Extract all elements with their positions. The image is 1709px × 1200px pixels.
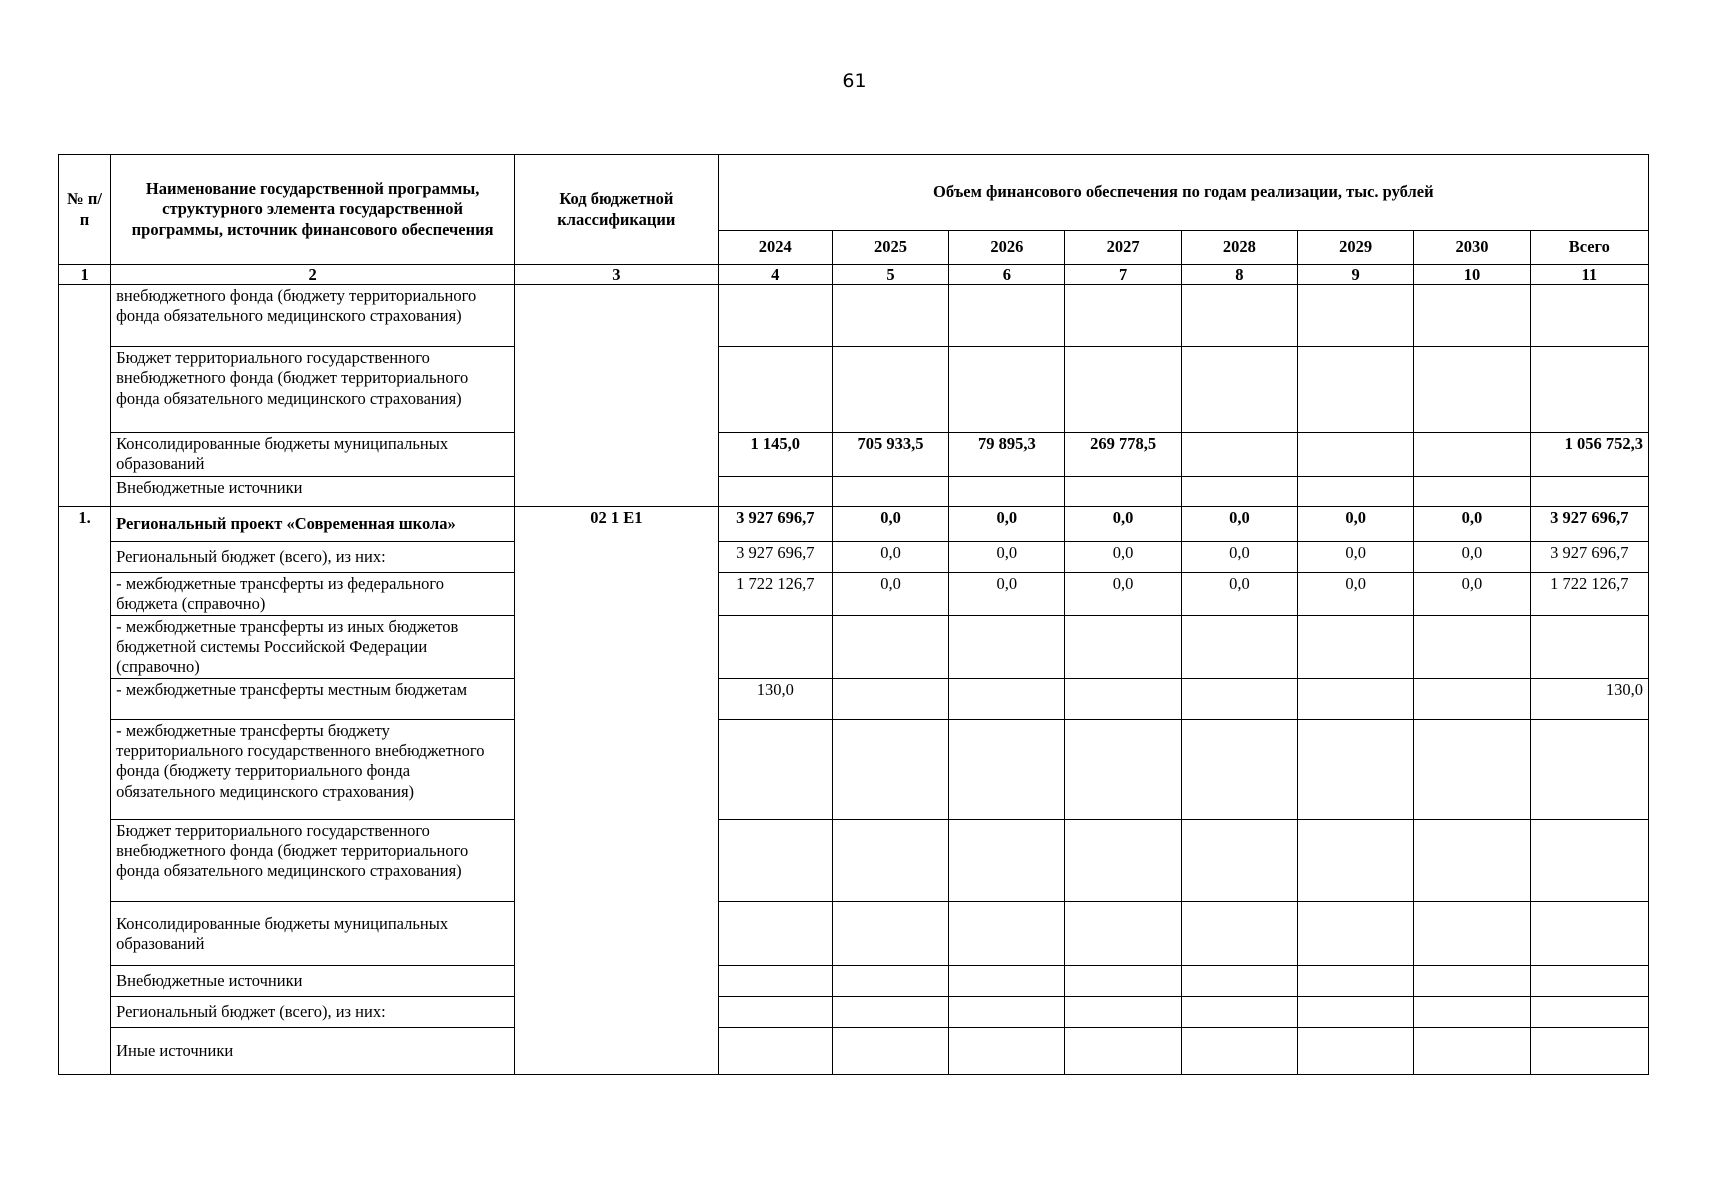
header-name: Наименование государственной программы, структурного элемента государственной программы, источник финансового обеспечения	[111, 155, 515, 265]
header-volume: Объем финансового обеспечения по годам реализации, тыс. рублей	[718, 155, 1648, 231]
column-number: 3	[515, 265, 719, 285]
column-number: 7	[1065, 265, 1181, 285]
row-value	[949, 820, 1065, 902]
row-value	[718, 1028, 832, 1075]
page-number: 61	[842, 70, 867, 92]
row-value	[1298, 476, 1414, 506]
row-value	[1414, 720, 1530, 820]
row-value	[832, 820, 948, 902]
row-value: 0,0	[1414, 572, 1530, 615]
row-name: Внебюджетные источники	[111, 966, 515, 997]
row-value	[1530, 966, 1648, 997]
row-value	[1414, 902, 1530, 966]
row-value	[1065, 902, 1181, 966]
row-value	[949, 285, 1065, 347]
section-value: 3 927 696,7	[718, 506, 832, 541]
row-value	[1181, 679, 1297, 720]
row-value: 0,0	[832, 572, 948, 615]
row-value	[1414, 997, 1530, 1028]
row-value	[718, 347, 832, 433]
row-name: - межбюджетные трансферты местным бюджетам	[111, 679, 515, 720]
row-value	[949, 720, 1065, 820]
column-number: 8	[1181, 265, 1297, 285]
row-value	[1414, 966, 1530, 997]
row-value	[1181, 966, 1297, 997]
row-value	[832, 615, 948, 678]
header-year: 2029	[1298, 231, 1414, 265]
row-value	[1065, 615, 1181, 678]
row-name: Внебюджетные источники	[111, 476, 515, 506]
row-value	[1298, 615, 1414, 678]
row-value: 0,0	[1298, 572, 1414, 615]
row-value	[1298, 997, 1414, 1028]
row-value	[1065, 720, 1181, 820]
table-row	[59, 679, 1649, 720]
row-value	[1414, 347, 1530, 433]
section-value: 0,0	[1065, 506, 1181, 541]
row-value	[1298, 347, 1414, 433]
row-value	[1065, 820, 1181, 902]
column-number: 11	[1530, 265, 1648, 285]
row-value	[1065, 997, 1181, 1028]
table-row	[59, 615, 1649, 678]
row-value: 1 722 126,7	[718, 572, 832, 615]
row-value	[1414, 820, 1530, 902]
row-value	[1414, 615, 1530, 678]
row-value	[718, 615, 832, 678]
header-code: Код бюджетной классификации	[515, 155, 719, 265]
row-name: Бюджет территориального государственного внебюджетного фонда (бюджет территориального фонда обязательного медицинского страхования)	[111, 820, 515, 902]
row-value	[1181, 902, 1297, 966]
row-value	[1298, 433, 1414, 476]
row-name: - межбюджетные трансферты бюджету территориального государственного внебюджетного фонда (бюджету территориального фонда обязательного медицинского страхования)	[111, 720, 515, 820]
row-value: 1 056 752,3	[1530, 433, 1648, 476]
header-year: Всего	[1530, 231, 1648, 265]
header-year: 2030	[1414, 231, 1530, 265]
table-row	[59, 902, 1649, 966]
section-title: Региональный проект «Современная школа»	[111, 506, 515, 541]
row-value	[718, 285, 832, 347]
row-value: 0,0	[832, 541, 948, 572]
row-value	[832, 1028, 948, 1075]
row-value: 130,0	[1530, 679, 1648, 720]
row-value	[949, 966, 1065, 997]
row-value: 1 145,0	[718, 433, 832, 476]
column-number: 6	[949, 265, 1065, 285]
row-value	[1181, 997, 1297, 1028]
row-value	[1181, 476, 1297, 506]
row-name: Бюджет территориального государственного внебюджетного фонда (бюджет территориального фонда обязательного медицинского страхования)	[111, 347, 515, 433]
row-value: 269 778,5	[1065, 433, 1181, 476]
row-value	[718, 820, 832, 902]
row-value	[718, 966, 832, 997]
table-row	[59, 285, 1649, 347]
row-value: 3 927 696,7	[1530, 541, 1648, 572]
column-number: 1	[59, 265, 111, 285]
row-value: 0,0	[1181, 572, 1297, 615]
table-row	[59, 720, 1649, 820]
row-value	[949, 902, 1065, 966]
row-value	[949, 347, 1065, 433]
row-name: Консолидированные бюджеты муниципальных образований	[111, 433, 515, 476]
row-value	[1065, 966, 1181, 997]
header-year: 2024	[718, 231, 832, 265]
row-value	[1414, 1028, 1530, 1075]
row-value: 0,0	[949, 541, 1065, 572]
row-value	[1298, 1028, 1414, 1075]
row-name: Региональный бюджет (всего), из них:	[111, 541, 515, 572]
column-number: 2	[111, 265, 515, 285]
row-value	[832, 902, 948, 966]
row-name: внебюджетного фонда (бюджету территориального фонда обязательного медицинского страхования)	[111, 285, 515, 347]
row-value	[1065, 679, 1181, 720]
header-year: 2025	[832, 231, 948, 265]
row-value	[1298, 720, 1414, 820]
row-value	[1530, 476, 1648, 506]
section-code: 02 1 E1	[515, 506, 719, 1075]
row-value	[1181, 285, 1297, 347]
table-row	[59, 541, 1649, 572]
row-value	[1298, 285, 1414, 347]
row-name: - межбюджетные трансферты из иных бюджетов бюджетной системы Российской Федерации (справочно)	[111, 615, 515, 678]
section-value: 0,0	[1298, 506, 1414, 541]
row-value	[1530, 997, 1648, 1028]
table-row	[59, 966, 1649, 997]
column-number: 4	[718, 265, 832, 285]
section-value: 0,0	[1414, 506, 1530, 541]
row-value	[1414, 433, 1530, 476]
row-value	[1530, 285, 1648, 347]
section-title-row	[59, 506, 1649, 541]
table-row	[59, 572, 1649, 615]
section-value: 3 927 696,7	[1530, 506, 1648, 541]
row-value	[949, 679, 1065, 720]
row-value	[832, 720, 948, 820]
section-value: 0,0	[949, 506, 1065, 541]
row-index-empty	[59, 285, 111, 506]
row-value	[949, 476, 1065, 506]
row-value	[832, 679, 948, 720]
row-value	[1181, 1028, 1297, 1075]
row-value	[832, 476, 948, 506]
row-value	[1065, 347, 1181, 433]
header-year: 2027	[1065, 231, 1181, 265]
row-value: 705 933,5	[832, 433, 948, 476]
row-value	[1530, 902, 1648, 966]
row-value: 130,0	[718, 679, 832, 720]
table-row	[59, 347, 1649, 433]
table-body	[59, 285, 1649, 1075]
row-value	[1181, 347, 1297, 433]
row-value: 0,0	[1065, 541, 1181, 572]
row-value	[1065, 1028, 1181, 1075]
column-numbers-row	[59, 265, 1649, 285]
row-value	[718, 476, 832, 506]
row-value	[1181, 720, 1297, 820]
row-value: 0,0	[1298, 541, 1414, 572]
row-value: 79 895,3	[949, 433, 1065, 476]
header-year: 2028	[1181, 231, 1297, 265]
row-code-empty	[515, 285, 719, 506]
budget-table	[58, 154, 1649, 1075]
header-num: № п/п	[59, 155, 111, 265]
row-value	[718, 720, 832, 820]
row-value	[1414, 285, 1530, 347]
table-row	[59, 1028, 1649, 1075]
row-name: Региональный бюджет (всего), из них:	[111, 997, 515, 1028]
row-name: Иные источники	[111, 1028, 515, 1075]
row-value	[1181, 433, 1297, 476]
row-value	[718, 997, 832, 1028]
row-value	[1181, 820, 1297, 902]
row-name: - межбюджетные трансферты из федерального бюджета (справочно)	[111, 572, 515, 615]
row-value: 0,0	[1181, 541, 1297, 572]
row-value	[949, 615, 1065, 678]
row-value	[1298, 820, 1414, 902]
table-row	[59, 997, 1649, 1028]
row-value	[1298, 966, 1414, 997]
row-value	[1414, 476, 1530, 506]
row-value	[832, 285, 948, 347]
row-value	[1530, 820, 1648, 902]
row-value: 0,0	[949, 572, 1065, 615]
row-value	[1065, 285, 1181, 347]
section-value: 0,0	[1181, 506, 1297, 541]
row-value	[949, 997, 1065, 1028]
row-value: 1 722 126,7	[1530, 572, 1648, 615]
row-value	[1530, 1028, 1648, 1075]
row-value	[949, 1028, 1065, 1075]
row-value: 3 927 696,7	[718, 541, 832, 572]
row-value	[1298, 679, 1414, 720]
table-row	[59, 820, 1649, 902]
row-value	[1414, 679, 1530, 720]
row-value	[1298, 902, 1414, 966]
row-value	[1530, 720, 1648, 820]
section-index: 1.	[59, 506, 111, 1075]
section-value: 0,0	[832, 506, 948, 541]
row-value	[1181, 615, 1297, 678]
row-value	[1530, 347, 1648, 433]
header-year: 2026	[949, 231, 1065, 265]
table-row	[59, 433, 1649, 476]
row-value: 0,0	[1414, 541, 1530, 572]
row-value	[832, 347, 948, 433]
row-value	[718, 902, 832, 966]
column-number: 9	[1298, 265, 1414, 285]
row-value	[1530, 615, 1648, 678]
column-number: 5	[832, 265, 948, 285]
column-number: 10	[1414, 265, 1530, 285]
row-name: Консолидированные бюджеты муниципальных образований	[111, 902, 515, 966]
row-value	[832, 966, 948, 997]
table-row	[59, 476, 1649, 506]
row-value	[832, 997, 948, 1028]
table-header	[59, 155, 1649, 285]
row-value: 0,0	[1065, 572, 1181, 615]
row-value	[1065, 476, 1181, 506]
